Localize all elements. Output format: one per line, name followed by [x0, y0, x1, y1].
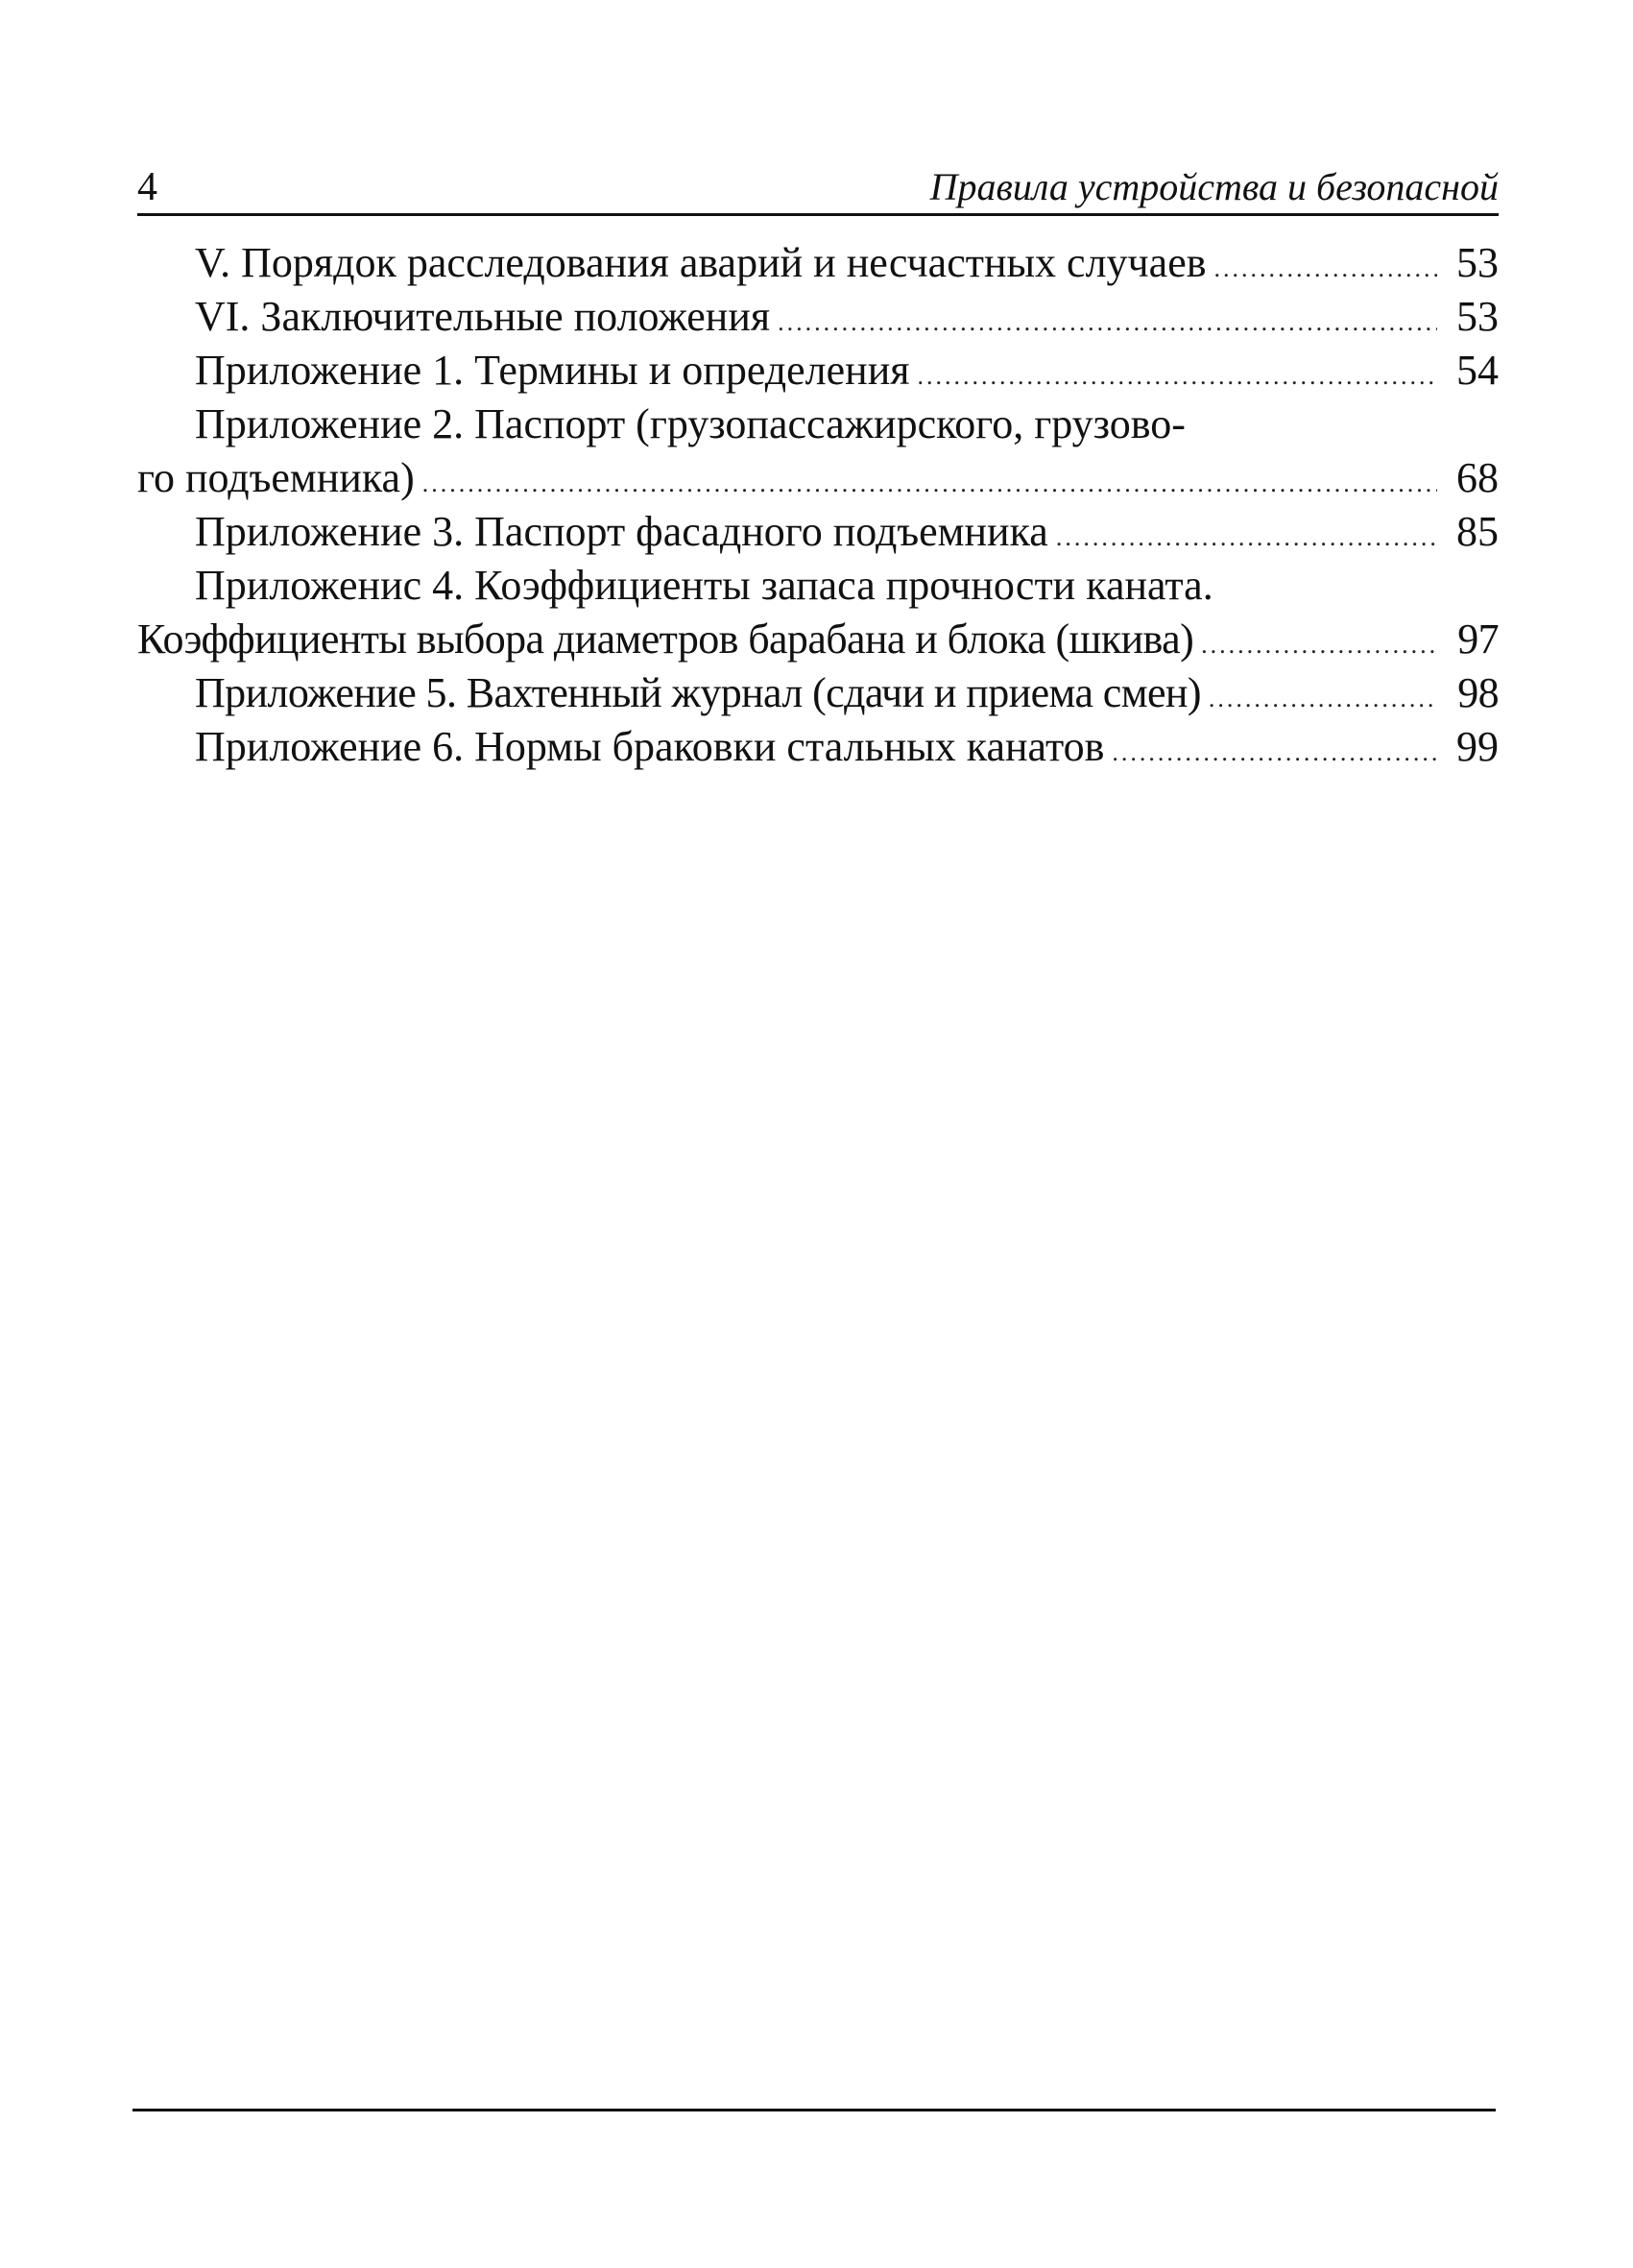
toc-dot-leader	[1209, 672, 1437, 726]
toc-dot-leader	[1201, 618, 1437, 672]
toc-entry-page: 68	[1456, 454, 1499, 501]
running-header	[137, 154, 1499, 216]
footer-divider	[132, 2109, 1496, 2111]
toc-entry	[137, 505, 1499, 559]
toc-entry-page: 53	[1456, 239, 1499, 286]
toc-dot-leader	[1056, 511, 1437, 565]
toc-entry-title: го подъемника)	[137, 454, 415, 501]
toc-entry-page: 85	[1456, 508, 1499, 555]
toc-entry-title: Приложение 5. Вахтенный журнал (сдачи и приема смен)	[195, 669, 1201, 716]
toc-entry	[137, 666, 1499, 720]
toc-dot-leader	[422, 457, 1437, 511]
toc-entry	[137, 236, 1499, 290]
toc-entry-first-line	[137, 559, 1499, 613]
toc-entry-title: Приложение 6. Нормы браковки стальных канатов	[195, 723, 1105, 770]
running-header-title: Правила устройства и безопасной	[929, 165, 1499, 208]
toc-entry-title: Приложение 3. Паспорт фасадного подъемника	[195, 508, 1048, 555]
page-number: 4	[137, 165, 157, 209]
toc-dot-leader	[1214, 242, 1437, 296]
toc-entry-first-line	[137, 398, 1499, 451]
toc-entry-title: Приложение 2. Паспорт (грузопассажирского, грузово-	[195, 400, 1186, 447]
toc-entry-title: Приложенис 4. Коэффициенты запаса прочности каната.	[195, 562, 1213, 609]
toc-entry-page: 53	[1456, 293, 1499, 340]
toc-dot-leader	[918, 350, 1438, 403]
toc-entry	[137, 290, 1499, 344]
toc-entry-page: 98	[1457, 669, 1499, 716]
toc-entry-title: VI. Заключительные положения	[195, 293, 771, 340]
toc-entry-continuation	[137, 613, 1499, 666]
toc-entry	[137, 344, 1499, 398]
toc-entry-continuation	[137, 451, 1499, 505]
toc-entry-title: Приложение 1. Термины и определения	[195, 347, 910, 394]
toc-entry	[137, 720, 1499, 774]
toc-entry-page: 97	[1457, 615, 1499, 663]
toc-entry-title: Коэффициенты выбора диаметров барабана и блока (шкива)	[137, 615, 1194, 663]
toc-dot-leader	[1112, 726, 1437, 780]
toc-entry-page: 54	[1456, 347, 1499, 394]
toc-entry-page: 99	[1456, 723, 1499, 770]
table-of-contents	[137, 236, 1499, 774]
toc-dot-leader	[778, 296, 1437, 350]
toc-entry-title: V. Порядок расследования аварий и несчастных случаев	[195, 239, 1207, 286]
